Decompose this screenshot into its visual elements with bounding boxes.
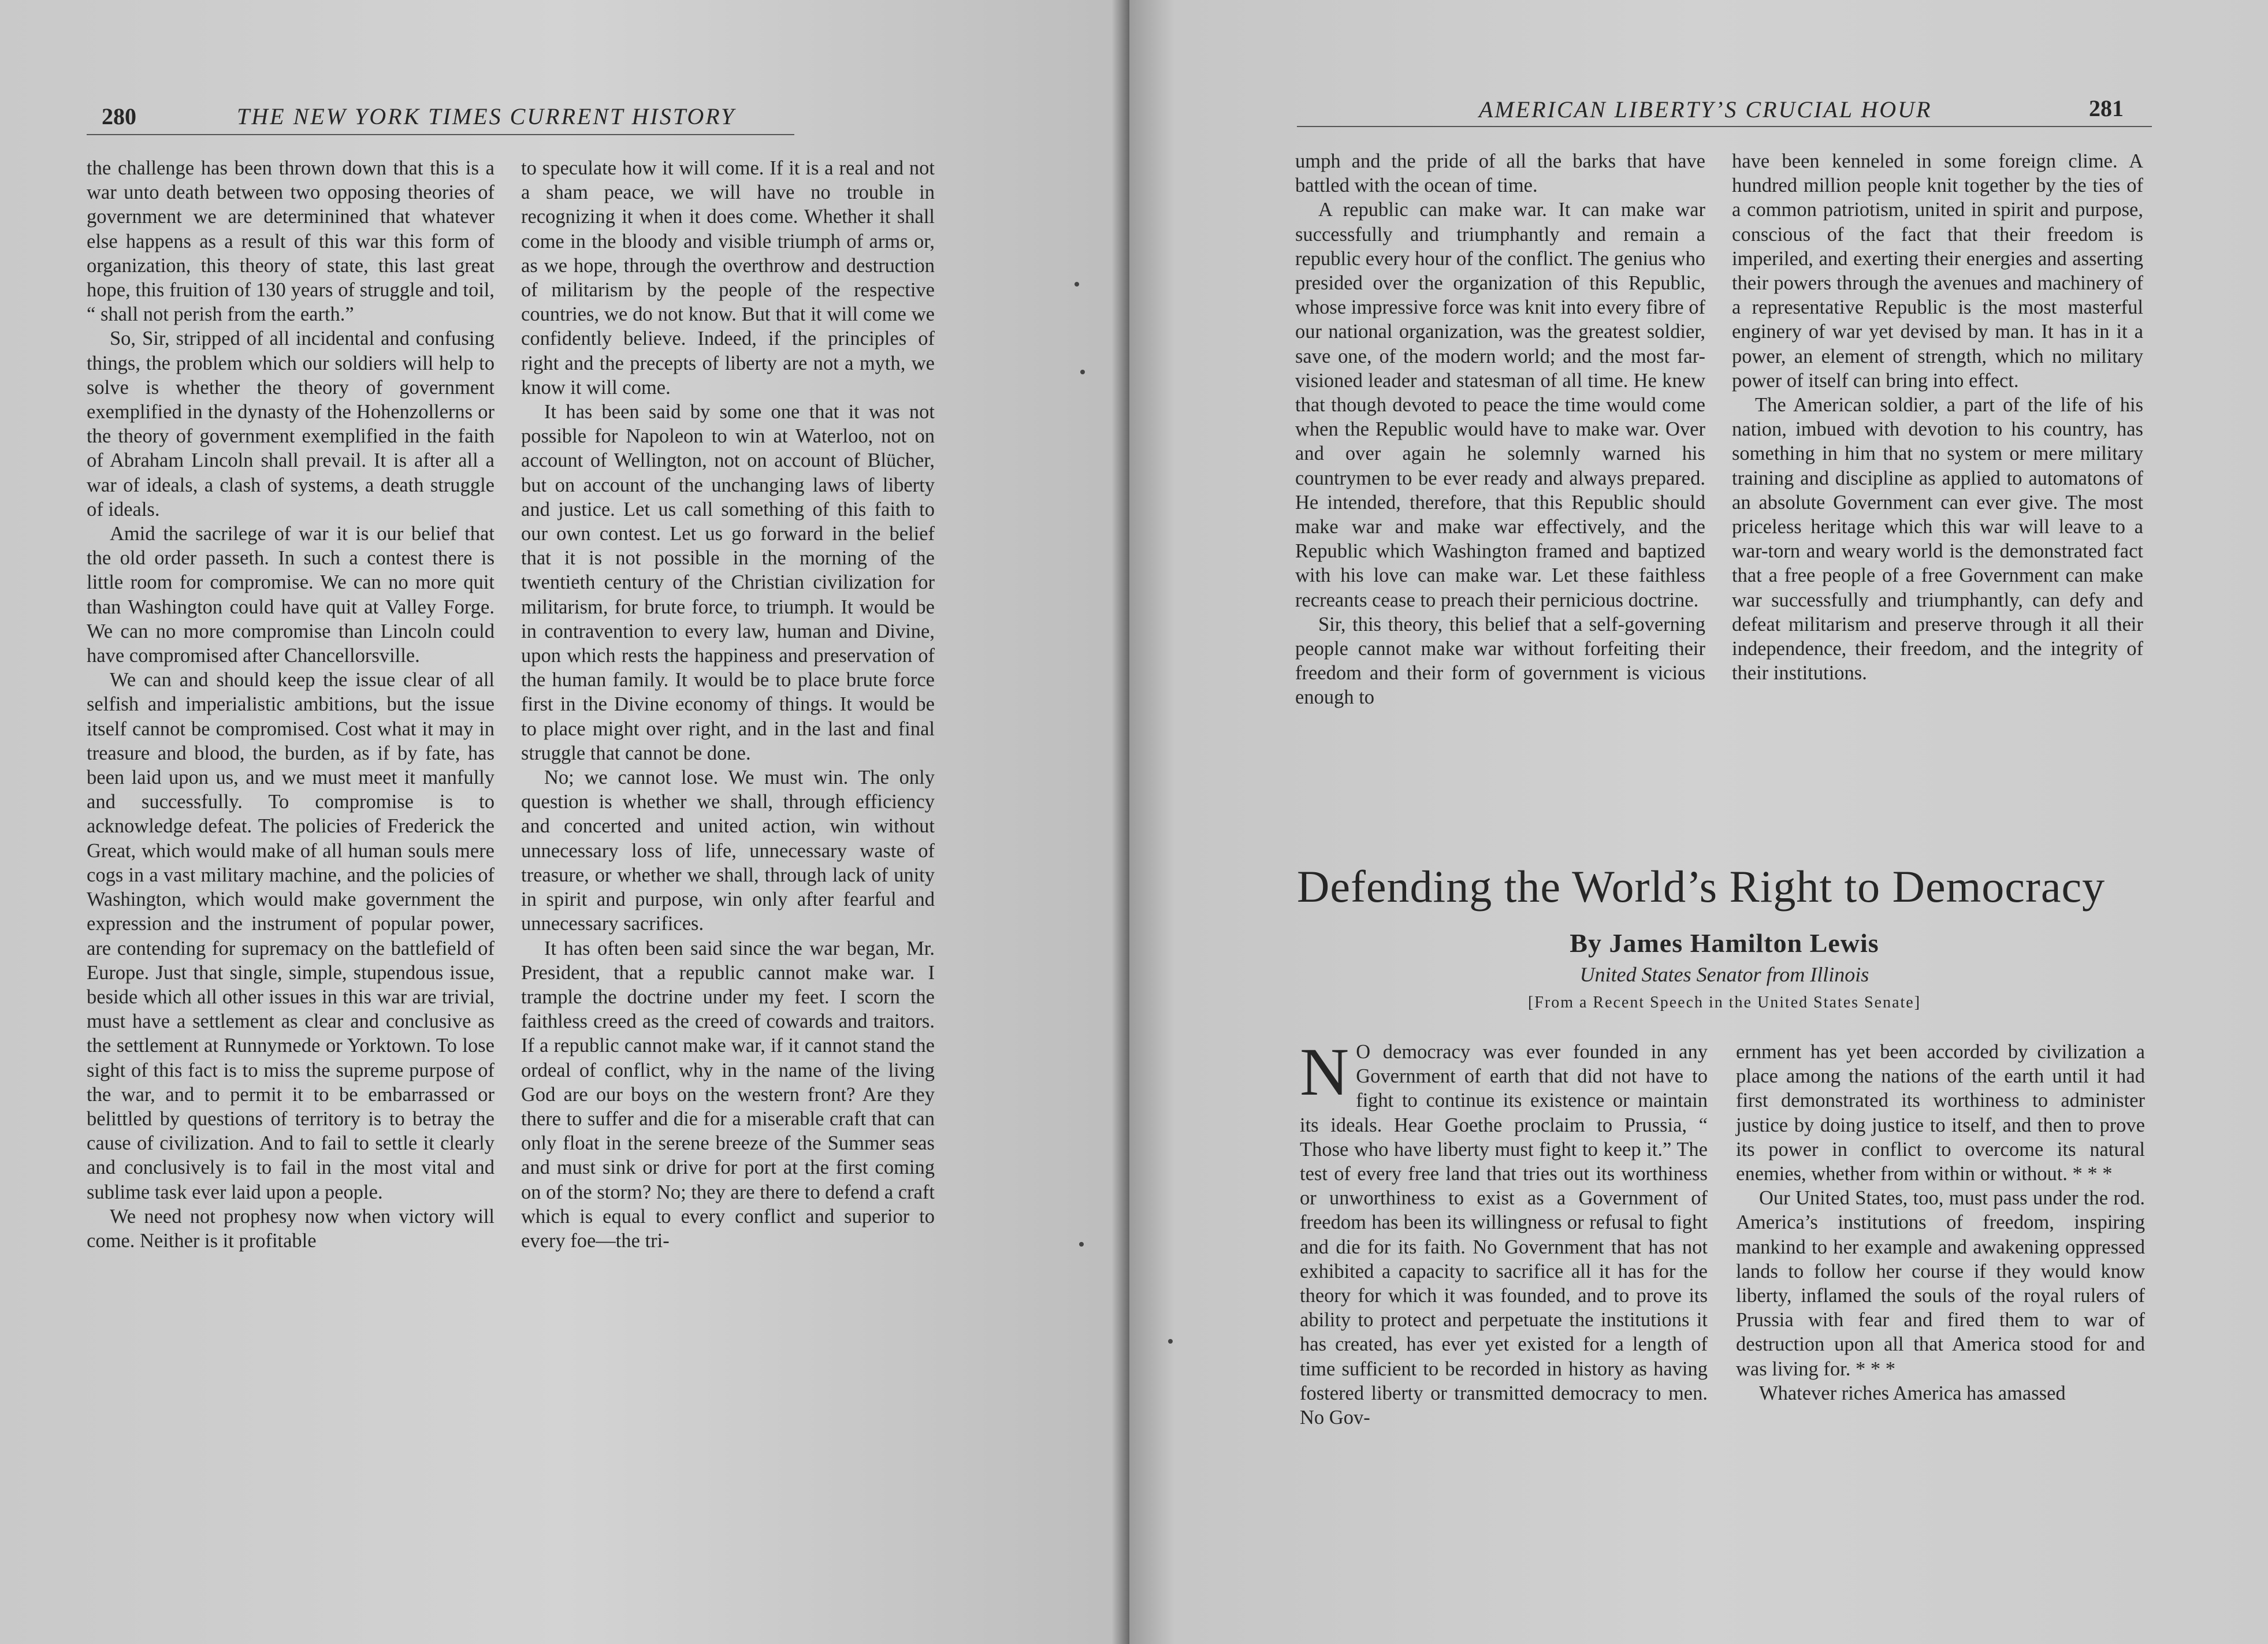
right-column-2 — [1732, 149, 2143, 685]
paragraph: We can and should keep the issue clear of all selfish and imperialistic ambitions, but the issue itself cannot be compromised. Cost what it may in treasure and blood, the burden, as if by fate, has been laid upon us, and we must meet it manfully and successfully. To compromise is to acknowledge defeat. The policies of Frederick the Great, which would make of all human souls mere cogs in a vast military machine, and the policies of Washington, which would make government the expression and the instrument of popular power, are contending for supremacy on the battlefield of Europe. Just that single, simple, stupendous issue, beside which all other issues in this war are trivial, must have a settlement as clear and conclusive as the settlement at Runnymede or Yorktown. To lose sight of this fact is to miss the supreme purpose of the war, and to permit it to be embarrassed or belittled by questions of territory is to betray the cause of civilization. And to fail to settle it clearly and conclusively is to fail in the most vital and sublime task ever laid upon a people. — [87, 669, 495, 1203]
header-rule — [1297, 126, 2152, 127]
article-byline: By James Hamilton Lewis — [1570, 928, 1879, 958]
author-affiliation: United States Senator from Illinois — [1579, 963, 1869, 986]
paragraph: Whatever riches America has amassed — [1759, 1382, 2066, 1404]
paragraph: umph and the pride of all the barks that have battled with the ocean of time. — [1295, 150, 1705, 197]
right-column-1 — [1295, 149, 1705, 710]
running-head: AMERICAN LIBERTY’S CRUCIAL HOUR — [1479, 96, 1932, 122]
paragraph: the challenge has been thrown down that this is a war unto death between two opposing theories of government we are determinined that whatever else happens as a result of this war this form of organization, this theory of state, this last great hope, this fruition of 130 years of struggle and toil, “ shall not perish from the earth.” — [87, 157, 495, 326]
paragraph: to speculate how it will come. If it is a real and not a sham peace, we will have no trouble in recognizing it when it does come. Whether it shall come in the bloody and visible triumph of arms or, as we hope, through the overthrow and destruction of militarism by the people of the respective countries, we do not know. But that it will come we confidently believe. Indeed, if the principles of right and the precepts of liberty are not a myth, we know it will come. — [521, 157, 935, 399]
paragraph: No; we cannot lose. We must win. The only question is whether we shall, through efficiency and concerted and united action, win without unnecessary loss of life, unnecessary waste of treasure, or whether we shall, through lack of unity in spirit and purpose, win only after fearful and unnecessary sacrifices. — [521, 767, 935, 935]
binding-speck — [1080, 370, 1085, 374]
binding-speck — [1079, 1242, 1084, 1247]
article-title: Defending the World’s Right to Democracy — [1297, 861, 2106, 912]
page-number: 280 — [102, 103, 136, 129]
article-column-2 — [1736, 1040, 2145, 1405]
drop-cap: N — [1300, 1034, 1349, 1110]
paragraph: ernment has yet been accorded by civilization a place among the nations of the earth until it had first demonstrated its worthiness to administer justice by doing justice to itself, and then to prove its power in conflict to overcome its natural enemies, whether from within or without. * * * — [1736, 1041, 2145, 1185]
running-head: THE NEW YORK TIMES CURRENT HISTORY — [237, 103, 736, 129]
paragraph: Our United States, too, must pass under the rod. America’s institutions of freedom, inspiring mankind to her example and awakening oppressed lands to follow her course if they would know liberty, inflamed the souls of the royal rulers of Prussia with fear and fired them to war of destruction upon all that America stood for and was living for. * * * — [1736, 1187, 2145, 1380]
paragraph: A republic can make war. It can make war successfully and triumphantly and remain a republic every hour of the conflict. The genius who presided over the organization of this Republic, whose impressive force was knit into every fibre of our national organization, was the greatest soldier, save one, of the modern world; and the most far-visioned leader and statesman of all time. He knew that though devoted to peace the time would come when the Republic would have to make war. Over and over again he solemnly warned his countrymen to be ever ready and always prepared. He intended, therefore, that this Republic should make war and make war effectively, and the Republic which Washington framed and baptized with his love can make war. Let these faithless recreants cease to preach their pernicious doctrine. — [1295, 199, 1705, 611]
binding-speck — [1074, 282, 1079, 287]
paragraph: It has often been said since the war began, Mr. President, that a republic cannot make war. I trample the doctrine under my feet. I scorn the faithless creed as the creed of cowards and traitors. If a republic cannot make war, if it cannot stand the ordeal of conflict, why in the name of the living God are our boys on the western front? Are they there to suffer and die for a miserable craft that can only float in the serene breeze of the Summer seas and must sink or drive for port at the first coming on of the storm? No; they are there to defend a craft which is equal to every conflict and superior to every foe—the tri- — [521, 937, 935, 1252]
paragraph: The American soldier, a part of the life of his nation, imbued with devotion to his country, has something in him that no system or mere military training and discipline as applied to automatons of an absolute Government can ever give. The most priceless heritage which this war will leave to a war-torn and weary world is the demonstrated fact that a free people of a free Government can make war successfully and triumphantly, can defy and defeat militarism and preserve through it all their independence, their freedom, and the integrity of their institutions. — [1732, 394, 2143, 685]
paragraph: We need not prophesy now when victory will come. Neither is it profitable — [87, 1205, 495, 1252]
page-number: 281 — [2089, 95, 2124, 121]
header-rule — [87, 134, 794, 135]
paragraph: have been kenneled in some foreign clime. A hundred million people knit together by the ties of a common patriotism, united in spirit and purpose, conscious of the fact that their freedom is imperiled, and exerting their energies and asserting their powers through the avenues and machinery of a representative Republic is the most masterful enginery of war yet devised by man. It has in it a power, an element of strength, which no military power of itself can bring into effect. — [1732, 150, 2143, 392]
binding-speck — [1168, 1339, 1173, 1344]
paragraph: Amid the sacrilege of war it is our belief that the old order passeth. In such a contest there is little room for compromise. We can no more quit than Washington could have quit at Valley Forge. We can no more compromise than Lincoln could have compromised after Chancellorsville. — [87, 523, 495, 667]
article-column-1 — [1300, 1034, 1708, 1430]
left-column-1 — [87, 156, 495, 1253]
paragraph: So, Sir, stripped of all incidental and confusing things, the problem which our soldiers will help to solve is whether the theory of government exemplified in the dynasty of the Hohenzollerns or the theory of government exemplified in the faith of Abraham Lincoln shall prevail. It is after all a war of ideals, a clash of systems, a death struggle of ideals. — [87, 328, 495, 520]
left-page — [0, 0, 1129, 1644]
paragraph: It has been said by some one that it was not possible for Napoleon to win at Waterloo, not on account of Wellington, not on account of Blücher, but on account of the unchanging laws of liberty and justice. Let us call something of this faith to our own contest. Let us go forward in the belief that it is not possible in the morning of the twentieth century of the Christian civilization for militarism, for brute force, to triumph. It would be in contravention to every law, human and Divine, upon which rests the happiness and preservation of the human family. It would be to place brute force first in the Divine economy of things. It would be to place might over right, and in the last and final struggle that cannot be done. — [521, 401, 935, 764]
article-source-note: [From a Recent Speech in the United States Senate] — [1527, 994, 1921, 1011]
paragraph: Sir, this theory, this belief that a self-governing people cannot make war without forfeiting their freedom and their form of government is vicious enough to — [1295, 613, 1705, 709]
paragraph: O democracy was ever founded in any Government of earth that did not have to fight to continue its existence or maintain its ideals. Hear Goethe proclaim to Prussia, “ Those who have liberty must fight to keep it.” The test of every free land that tries out its worthiness or unworthiness to exist as a Government of freedom has been its willingness or refusal to fight and die for its faith. No Government that has not exhibited a capacity to sacrifice all it has for the theory for which it was founded, and to prove its ability to protect and perpetuate the institutions it has created, has ever yet existed for a length of time sufficient to be recorded in history as having fostered liberty or transmitted democracy to men. No Gov- — [1300, 1041, 1708, 1429]
left-column-2 — [521, 156, 935, 1253]
article-column-1-text — [1300, 1034, 1708, 1430]
